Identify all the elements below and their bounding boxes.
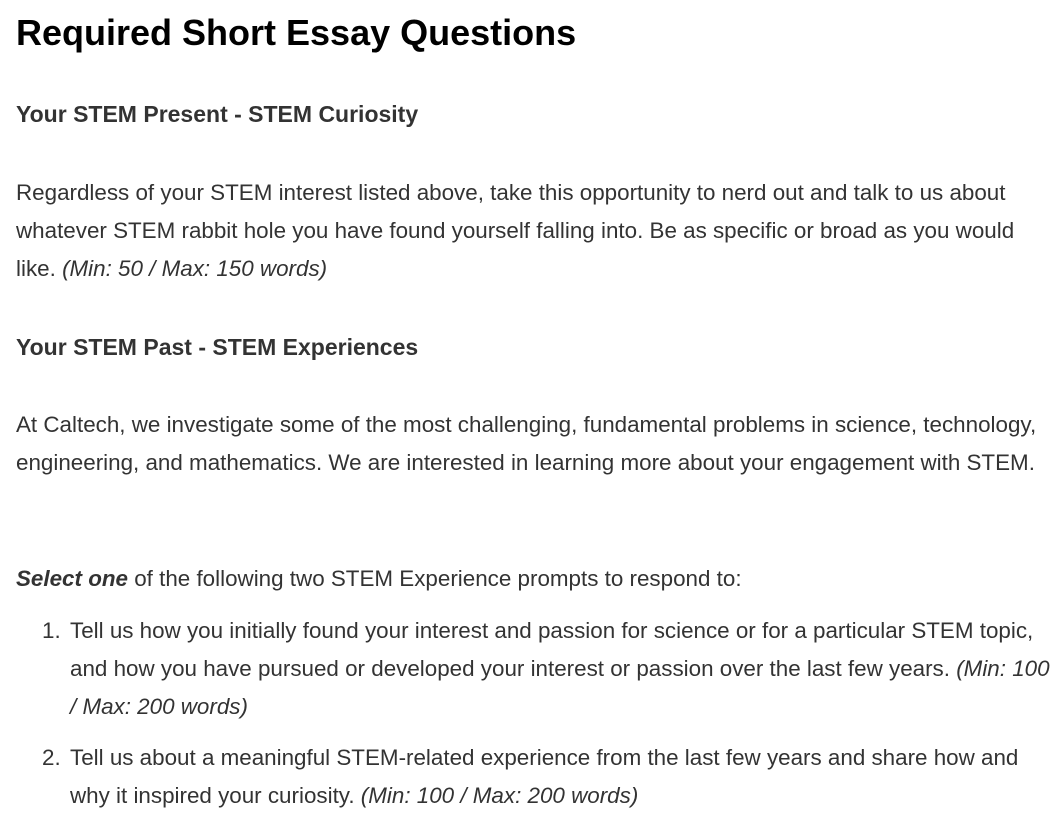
stem-present-prompt-text: Regardless of your STEM interest listed above, take this opportunity to nerd out and talk to us about whatever STEM rabbit hole you have found yourself falling into. Be as specific or broad as you would like.	[16, 180, 1015, 281]
list-item-number: 2.	[42, 745, 61, 770]
stem-experience-prompt-list	[16, 612, 1054, 828]
stem-present-word-limit: (Min: 50 / Max: 150 words)	[62, 256, 328, 281]
instruction-text: of the following two STEM Experience prompts to respond to:	[128, 566, 742, 591]
list-item-number: 1.	[42, 618, 61, 643]
list-item-text: Tell us how you initially found your interest and passion for science or for a particular STEM topic, and how you have pursued or developed your interest or passion over the last few years.	[70, 618, 1034, 681]
instruction-emphasis: Select one	[16, 566, 128, 591]
stem-past-intro: At Caltech, we investigate some of the most challenging, fundamental problems in science, technology, engineering, and mathematics. We are interested in learning more about your engagement with STEM.	[16, 412, 1037, 475]
list-item	[42, 739, 1054, 815]
list-item	[42, 612, 1054, 726]
page-title: Required Short Essay Questions	[16, 12, 577, 53]
list-item-text: Tell us about a meaningful STEM-related experience from the last few years and share how and why it inspired your curiosity.	[70, 745, 1019, 808]
section-heading-stem-present: Your STEM Present - STEM Curiosity	[16, 101, 419, 127]
section-heading-stem-past: Your STEM Past - STEM Experiences	[16, 334, 419, 360]
list-item-word-limit: (Min: 100 / Max: 200 words)	[360, 783, 639, 808]
stem-present-prompt	[16, 174, 1056, 288]
stem-past-instruction	[16, 560, 1056, 598]
list-item-word-limit: (Min: 100 / Max: 200 words)	[70, 656, 1050, 719]
